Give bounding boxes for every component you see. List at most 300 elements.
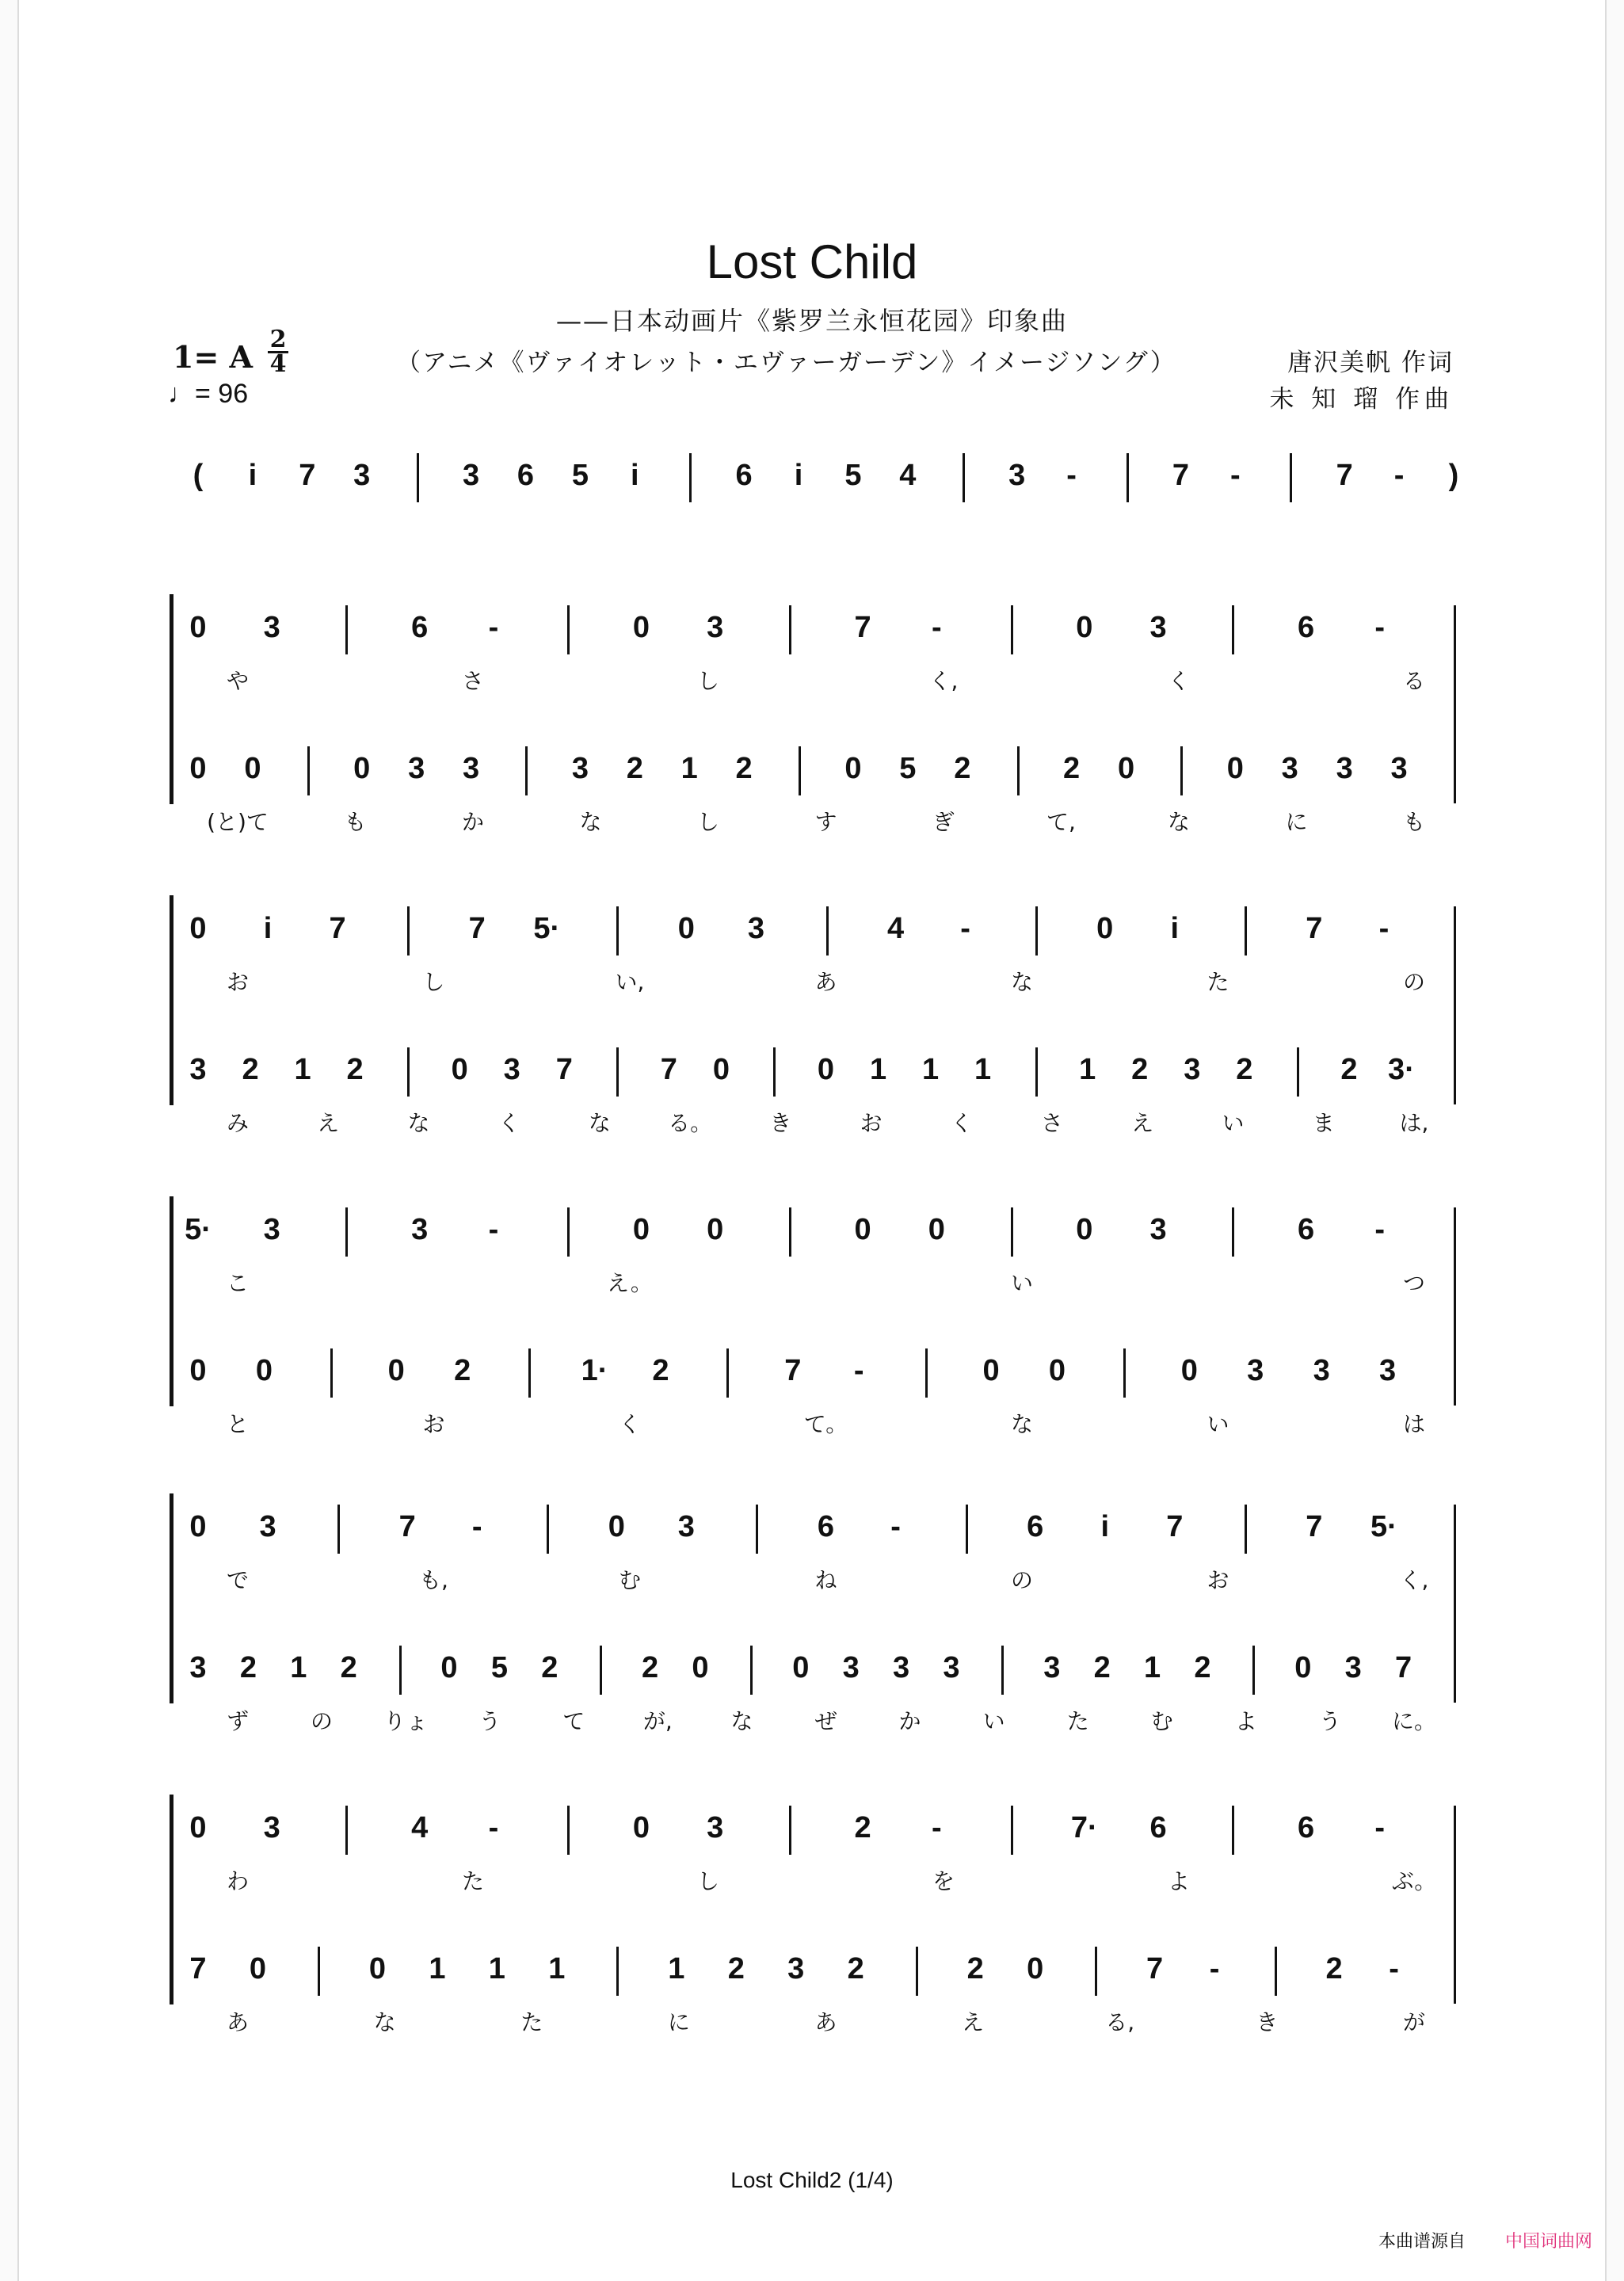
lyric-syllable: い (1222, 1110, 1245, 1136)
lyric-syllable: く (1167, 668, 1191, 694)
note: 0 (249, 1952, 267, 1985)
lyric-syllable: は, (1399, 1110, 1429, 1136)
note: 0 (353, 752, 371, 785)
time-signature-top: 2 (269, 326, 287, 353)
note: 3 (747, 912, 765, 945)
lyric-syllable: え (1131, 1110, 1154, 1136)
note: 0 (368, 1952, 386, 1985)
lyric-syllable: い (1010, 1270, 1034, 1296)
lyric-syllable: あ (814, 2009, 837, 2035)
note: - (471, 1510, 482, 1543)
note: i (248, 459, 257, 492)
note: - (488, 1811, 499, 1844)
note: 3 (893, 1651, 910, 1684)
note: 6 (411, 611, 429, 644)
note: 1 (922, 1053, 940, 1086)
barline (528, 1348, 531, 1398)
right-margin-strip (1605, 0, 1624, 2281)
barline (799, 746, 801, 795)
note: 3 (1344, 1651, 1362, 1684)
barline (1232, 605, 1234, 654)
note: 1· (581, 1354, 608, 1387)
note: 6 (1149, 1811, 1167, 1844)
note: 0 (1096, 912, 1114, 945)
note: 3 (1043, 1651, 1061, 1684)
note: 6 (817, 1510, 835, 1543)
note: 7 (299, 459, 316, 492)
note: 7 (1172, 459, 1189, 492)
lyric-syllable: く (618, 1411, 642, 1437)
note: 0 (189, 752, 207, 785)
lyric-syllable: な (373, 2009, 396, 2035)
system-end-barline (1454, 1505, 1456, 1703)
note: 4 (886, 912, 905, 945)
note: - (853, 1354, 864, 1387)
barline (789, 1207, 791, 1257)
note: 0 (440, 1651, 458, 1684)
note: 2 (1063, 752, 1081, 785)
lyric-syllable: て (562, 1708, 585, 1734)
note: 0 (608, 1510, 625, 1543)
note: 3 (1149, 611, 1167, 644)
lyric-syllable: き (769, 1110, 792, 1136)
barline (616, 1047, 619, 1097)
note: 7 (784, 1354, 802, 1387)
score-title: Lost Child (706, 235, 918, 288)
lyric-syllable: さ (1041, 1110, 1064, 1136)
barline (399, 1646, 402, 1695)
barline (318, 1947, 320, 1996)
barline (726, 1348, 729, 1398)
note: 1 (429, 1952, 446, 1985)
barline (1001, 1646, 1004, 1695)
barline (525, 746, 528, 795)
upper-staff-lyrics (0, 965, 1624, 997)
note: 7 (1306, 1510, 1323, 1543)
barline (1011, 1207, 1013, 1257)
lyric-syllable: (と)て (207, 809, 269, 835)
note: 2 (454, 1354, 471, 1387)
lyric-syllable: わ (226, 1868, 250, 1894)
barline (750, 1646, 753, 1695)
note: i (794, 459, 803, 492)
note: 2 (735, 752, 753, 785)
barline (345, 1207, 348, 1257)
note: 2 (1325, 1952, 1343, 1985)
barline (407, 906, 410, 956)
note: 7 (555, 1053, 573, 1086)
note: 2 (1093, 1651, 1111, 1684)
barline (616, 906, 619, 956)
note: 2 (346, 1053, 364, 1086)
barline (916, 1947, 918, 1996)
lower-staff-lyrics (0, 805, 1624, 837)
lyric-syllable: も, (419, 1567, 448, 1593)
note: - (488, 1213, 499, 1246)
note: 3 (1149, 1213, 1167, 1246)
lyric-syllable: い (1207, 1411, 1229, 1437)
note: 3 (1379, 1354, 1397, 1387)
barline (1011, 605, 1013, 654)
note: 1 (290, 1651, 307, 1684)
barline (1252, 1646, 1255, 1695)
upper-staff-notes (0, 1212, 1624, 1260)
lyric-syllable: し (422, 969, 445, 995)
note: 1 (1079, 1053, 1096, 1086)
lower-staff-notes (0, 1650, 1624, 1698)
note: 6 (735, 459, 753, 492)
note: 0 (189, 912, 207, 945)
note: 2 (954, 752, 971, 785)
lyric-syllable: く, (1399, 1567, 1429, 1593)
note: 3 (411, 1213, 429, 1246)
upper-staff-notes (0, 1509, 1624, 1557)
note: i (263, 912, 273, 945)
upper-staff-notes (0, 1810, 1624, 1858)
lyric-syllable: ず (226, 1708, 250, 1734)
lyric-syllable: う (478, 1708, 501, 1734)
lower-staff-lyrics (0, 1106, 1624, 1138)
note: 3 (1336, 752, 1353, 785)
lyric-syllable: あ (226, 2009, 250, 2035)
lyric-syllable: き (1256, 2009, 1279, 2035)
note: 7 (660, 1053, 677, 1086)
lower-staff-lyrics (0, 1704, 1624, 1736)
composer-credit: 未 知 瑠 作曲 (1269, 385, 1454, 414)
note: 0 (844, 752, 862, 785)
lyric-syllable: て, (1046, 809, 1076, 835)
note: 7 (468, 912, 486, 945)
barline (773, 1047, 776, 1097)
left-margin-strip (0, 0, 19, 2281)
upper-staff-lyrics (0, 1266, 1624, 1298)
note: 0 (982, 1354, 1000, 1387)
barline (307, 746, 310, 795)
note: 3 (1313, 1354, 1330, 1387)
note: 3· (1388, 1053, 1415, 1086)
barline (1095, 1947, 1097, 1996)
lyric-syllable: りょ (383, 1708, 429, 1734)
note: 3 (353, 459, 371, 492)
note: 3 (189, 1651, 207, 1684)
lower-staff-notes (0, 1052, 1624, 1100)
lyric-syllable: が, (642, 1708, 673, 1734)
lyric-syllable: む (618, 1567, 642, 1593)
note: - (1378, 912, 1390, 945)
lyric-syllable: む (1150, 1708, 1173, 1734)
barline (330, 1348, 333, 1398)
lyric-syllable: え (317, 1110, 340, 1136)
barline (1275, 1947, 1277, 1996)
note: - (1066, 459, 1077, 492)
system-end-barline (1454, 1806, 1456, 2004)
lyric-syllable: に (667, 2009, 690, 2035)
system-end-barline (1454, 1207, 1456, 1406)
lyric-syllable: す (814, 809, 837, 835)
lyric-syllable: お (422, 1411, 445, 1437)
lyric-syllable: さ (461, 668, 485, 694)
intro-line (0, 458, 1624, 505)
lyric-syllable: な (579, 809, 602, 835)
lower-staff-notes (0, 1951, 1624, 1999)
barline (1232, 1207, 1234, 1257)
barline (1297, 1047, 1299, 1097)
note: 3 (408, 752, 425, 785)
lyric-syllable: い (982, 1708, 1005, 1734)
note: 0 (1076, 611, 1093, 644)
note: 2 (727, 1952, 745, 1985)
key-signature: 1= A (173, 339, 253, 375)
anime-note: （アニメ《ヴァイオレット・エヴァーガーデン》イメージソング） (396, 349, 1176, 377)
note: 3 (189, 1053, 207, 1086)
note: 2 (854, 1811, 871, 1844)
lyric-syllable: み (226, 1110, 250, 1136)
lyric-syllable: や (226, 668, 250, 694)
note: 3 (1281, 752, 1298, 785)
time-signature (268, 326, 288, 378)
barline (1290, 453, 1292, 502)
note: 2 (239, 1651, 257, 1684)
barline (567, 605, 570, 654)
lyric-syllable: も (344, 809, 367, 835)
note: 3 (787, 1952, 805, 1985)
note: 2 (1131, 1053, 1149, 1086)
note: 3 (462, 459, 480, 492)
note: 2 (242, 1053, 259, 1086)
lower-staff-notes (0, 751, 1624, 799)
note: 0 (189, 611, 207, 644)
note: 5 (899, 752, 917, 785)
note: 7 (1146, 1952, 1164, 1985)
barline (345, 605, 348, 654)
lyric-syllable: た (1066, 1708, 1089, 1734)
note: 7 (1336, 459, 1353, 492)
note: 0 (1117, 752, 1135, 785)
barline (966, 1505, 968, 1554)
note: 0 (189, 1811, 207, 1844)
note: 0 (928, 1213, 945, 1246)
note: 7 (189, 1952, 207, 1985)
lyric-syllable: つ (1402, 1270, 1426, 1296)
barline (567, 1806, 570, 1855)
barline (1127, 453, 1129, 502)
note: 1 (680, 752, 698, 785)
note: i (1170, 912, 1180, 945)
note: 0 (712, 1053, 730, 1086)
lyric-syllable: な (730, 1708, 753, 1734)
note: 4 (899, 459, 917, 492)
note: 0 (1048, 1354, 1066, 1387)
note: 5 (571, 459, 589, 492)
note: 3 (1390, 752, 1408, 785)
upper-staff-lyrics (0, 664, 1624, 696)
barline (407, 1047, 410, 1097)
note: 5· (533, 912, 561, 945)
barline (345, 1806, 348, 1855)
note: 3 (943, 1651, 960, 1684)
lyric-syllable: を (932, 1868, 955, 1894)
note: 0 (817, 1053, 835, 1086)
time-signature-bottom: 4 (269, 350, 287, 378)
lyric-syllable: お (226, 969, 250, 995)
lyric-syllable: う (1318, 1708, 1341, 1734)
note: 0 (1226, 752, 1244, 785)
lyric-syllable: し (696, 668, 720, 694)
note: 3 (263, 1811, 280, 1844)
note: 0 (677, 912, 695, 945)
note: 7 (854, 611, 871, 644)
note: 4 (411, 1811, 429, 1844)
lyric-syllable: で (226, 1567, 250, 1593)
note: - (1209, 1952, 1220, 1985)
barline (1011, 1806, 1013, 1855)
lyricist-credit: 唐沢美帆 作词 (1287, 349, 1454, 377)
lyric-syllable: の (1010, 1567, 1034, 1593)
lyric-syllable: あ (814, 969, 837, 995)
note: 2 (642, 1651, 659, 1684)
note: ) (1448, 459, 1459, 492)
upper-staff-lyrics (0, 1864, 1624, 1896)
note: 0 (707, 1213, 724, 1246)
note: 3 (263, 1213, 280, 1246)
note: 1 (1144, 1651, 1161, 1684)
note: 3 (707, 611, 724, 644)
note: 1 (668, 1952, 685, 1985)
note: 5· (185, 1213, 212, 1246)
note: 3 (707, 1811, 724, 1844)
lyric-syllable: な (1010, 969, 1034, 995)
source-label: 本曲谱源自 (1378, 2232, 1466, 2252)
lyric-syllable: え。 (607, 1270, 653, 1296)
note: 2 (541, 1651, 558, 1684)
system-end-barline (1454, 605, 1456, 803)
upper-staff-notes (0, 911, 1624, 959)
barline (963, 453, 965, 502)
note: 5 (490, 1651, 508, 1684)
barline (789, 1806, 791, 1855)
note: 3 (503, 1053, 520, 1086)
lyric-syllable: の (1402, 969, 1426, 995)
note: 3 (1247, 1354, 1264, 1387)
note: i (631, 459, 639, 492)
lyric-syllable: く (497, 1110, 520, 1136)
lyric-syllable: る (1402, 668, 1426, 694)
barline (567, 1207, 570, 1257)
note: ( (193, 459, 204, 492)
barline (417, 453, 419, 502)
note: - (1374, 1811, 1386, 1844)
lyric-syllable: よ (1234, 1708, 1257, 1734)
barline (1017, 746, 1020, 795)
lower-staff-notes (0, 1353, 1624, 1401)
lyric-syllable: の (311, 1708, 334, 1734)
note: - (890, 1510, 901, 1543)
note: 6 (517, 459, 535, 492)
note: 7 (398, 1510, 416, 1543)
barline (600, 1646, 602, 1695)
note: 3 (259, 1510, 276, 1543)
note: 1 (974, 1053, 992, 1086)
lyric-syllable: く, (928, 668, 959, 694)
lyric-syllable: か (461, 809, 485, 835)
lower-staff-lyrics (0, 2005, 1624, 2037)
lyric-syllable: い, (615, 969, 645, 995)
lyric-syllable: お (860, 1110, 883, 1136)
lyric-syllable: か (898, 1708, 921, 1734)
note: 0 (1180, 1354, 1198, 1387)
note: 3 (1008, 459, 1026, 492)
site-label: 中国词曲网 (1504, 2232, 1592, 2252)
note: 2 (626, 752, 643, 785)
note: 2 (340, 1651, 357, 1684)
barline (689, 453, 692, 502)
note: 2 (1340, 1053, 1358, 1086)
lyric-syllable: え (962, 2009, 985, 2035)
note: - (1389, 1952, 1399, 1985)
note: 1 (869, 1053, 887, 1086)
lyric-syllable: と (226, 1411, 250, 1437)
note: 6 (1297, 1811, 1315, 1844)
lyric-syllable: に (1285, 809, 1308, 835)
lyric-syllable: ぎ (932, 809, 955, 835)
lyric-syllable: ま (1312, 1110, 1335, 1136)
lyric-syllable: し (696, 1868, 720, 1894)
barline (547, 1505, 549, 1554)
lyric-syllable: お (1207, 1567, 1229, 1593)
barline (337, 1505, 340, 1554)
barline (1232, 1806, 1234, 1855)
note: 3 (842, 1651, 860, 1684)
lyric-syllable: た (461, 1868, 485, 1894)
note: 5· (1370, 1510, 1397, 1543)
barline (1035, 1047, 1038, 1097)
note: 5 (844, 459, 862, 492)
barline (1123, 1348, 1126, 1398)
lyric-syllable: た (520, 2009, 543, 2035)
note: - (1393, 459, 1405, 492)
note: - (488, 611, 499, 644)
note: 1 (548, 1952, 566, 1985)
lyric-syllable: は (1402, 1411, 1426, 1437)
note: 2 (1236, 1053, 1253, 1086)
lyric-syllable: も (1402, 809, 1426, 835)
barline (1035, 906, 1038, 956)
upper-staff-lyrics (0, 1563, 1624, 1595)
note: 1 (294, 1053, 311, 1086)
score-subtitle: ——日本动画片《紫罗兰永恒花园》印象曲 (555, 306, 1068, 336)
lyric-syllable: ぜ (814, 1708, 837, 1734)
note: - (932, 611, 942, 644)
note: 7 (1166, 1510, 1184, 1543)
note: 2 (847, 1952, 864, 1985)
lyric-syllable: な (407, 1110, 430, 1136)
note: 3 (677, 1510, 695, 1543)
note: 0 (632, 1811, 650, 1844)
lower-staff-lyrics (0, 1407, 1624, 1439)
note: 6 (1297, 1213, 1315, 1246)
note: 0 (255, 1354, 273, 1387)
note: - (960, 912, 970, 945)
lyric-syllable: て。 (803, 1411, 848, 1437)
barline (756, 1505, 758, 1554)
lyric-syllable: な (588, 1110, 611, 1136)
tempo-marking: ♩= 96 (168, 379, 249, 409)
note: 6 (1297, 611, 1315, 644)
lyric-syllable: る。 (668, 1110, 713, 1136)
note: 0 (451, 1053, 468, 1086)
lyric-syllable: な (1167, 809, 1191, 835)
lyric-syllable: し (696, 809, 720, 835)
